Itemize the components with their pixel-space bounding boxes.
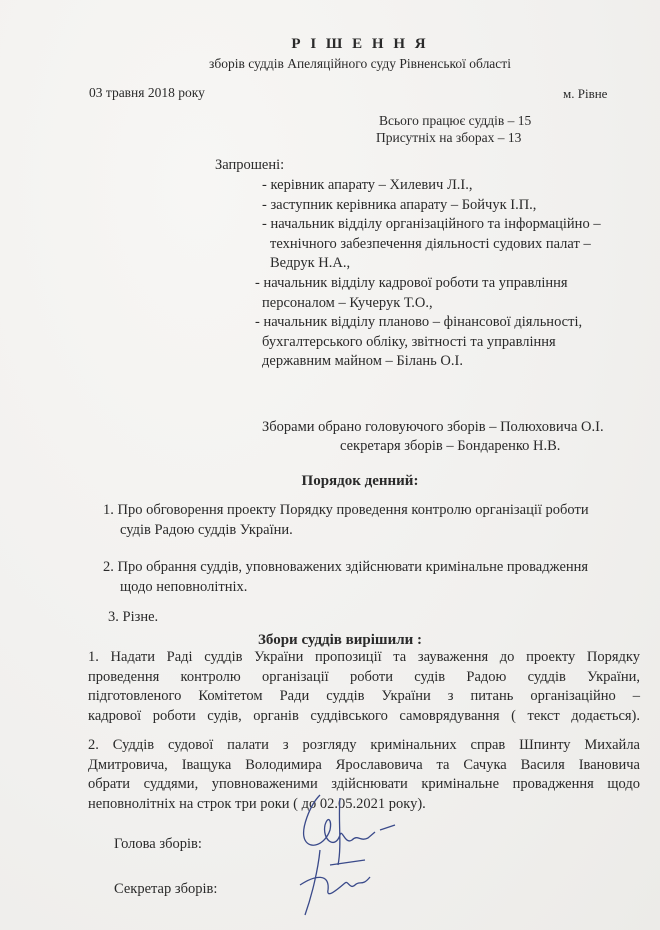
invited-line: - заступник керівника апарату – Бойчук І.П.,: [262, 197, 537, 213]
chair-signature-label: Голова зборів:: [114, 836, 202, 852]
decision-line: обрати суддями, уповноваженими здійснювати кримінальне провадження щодо: [88, 776, 640, 792]
decision-line: підготовленого Комітетом Ради суддів України з питань організаційно –: [88, 688, 640, 704]
decision-line: кадрової роботи судів, органів суддівського самоврядування ( текст додається).: [88, 707, 640, 724]
invited-label: Запрошені:: [215, 157, 285, 173]
invited-line: - керівник апарату – Хилевич Л.І.,: [262, 177, 473, 193]
invited-line: технічного забезпечення діяльності судових палат –: [270, 236, 591, 252]
invited-line: персоналом – Кучерук Т.О.,: [262, 295, 433, 311]
document-title: Р І Ш Е Н Н Я: [291, 36, 429, 52]
elected-secretary: секретаря зборів – Бондаренко Н.В.: [340, 438, 561, 454]
document-date: 03 травня 2018 року: [89, 85, 205, 100]
agenda-item-cont: судів Радою суддів України.: [120, 522, 293, 538]
total-judges: Всього працює суддів – 15: [379, 113, 532, 128]
decision-line: проведення контролю організації роботи судів Радою суддів України,: [88, 668, 640, 685]
secretary-signature-label: Секретар зборів:: [114, 881, 218, 897]
agenda-item: 3. Різне.: [108, 609, 159, 625]
invited-line: державним майном – Білань О.І.: [262, 353, 463, 369]
agenda-item-cont: щодо неповнолітніх.: [120, 579, 248, 595]
agenda-item: 2. Про обрання суддів, уповноважених здійснювати кримінальне провадження: [103, 559, 589, 575]
present-judges: Присутніх на зборах – 13: [376, 130, 522, 145]
decision-title: Збори суддів вирішили :: [257, 632, 423, 648]
invited-line: бухгалтерського обліку, звітності та управління: [262, 334, 556, 350]
decision-line: Дмитровича, Іващука Володимира Ярославовича та Сачука Василя Івановича: [88, 756, 640, 773]
invited-line: - начальник відділу організаційного та інформаційно –: [262, 216, 601, 232]
decision-line: 1. Надати Раді суддів України пропозиції та зауваження до проекту Порядку: [88, 649, 640, 665]
document-subtitle: зборів суддів Апеляційного суду Рівненської області: [209, 56, 511, 71]
decision-paragraph-1: [88, 648, 640, 726]
invited-line: - начальник відділу кадрової роботи та управління: [255, 275, 568, 291]
decision-line: 2. Суддів судової палати з розгляду кримінальних справ Шпинту Михайла: [88, 737, 640, 753]
agenda-title: Порядок денний:: [301, 473, 419, 489]
agenda-item: 1. Про обговорення проекту Порядку проведення контролю організації роботи: [103, 502, 589, 518]
decision-line: неповнолітніх на строк три роки ( до 02.05.2021 року).: [88, 795, 426, 812]
invited-line: Ведрук Н.А.,: [270, 255, 351, 271]
invited-line: - начальник відділу планово – фінансової діяльності,: [255, 314, 583, 330]
document-city: м. Рівне: [563, 86, 608, 101]
elected-chair: Зборами обрано головуючого зборів – Полюховича О.І.: [262, 419, 604, 435]
secretary-signature: [290, 845, 380, 920]
